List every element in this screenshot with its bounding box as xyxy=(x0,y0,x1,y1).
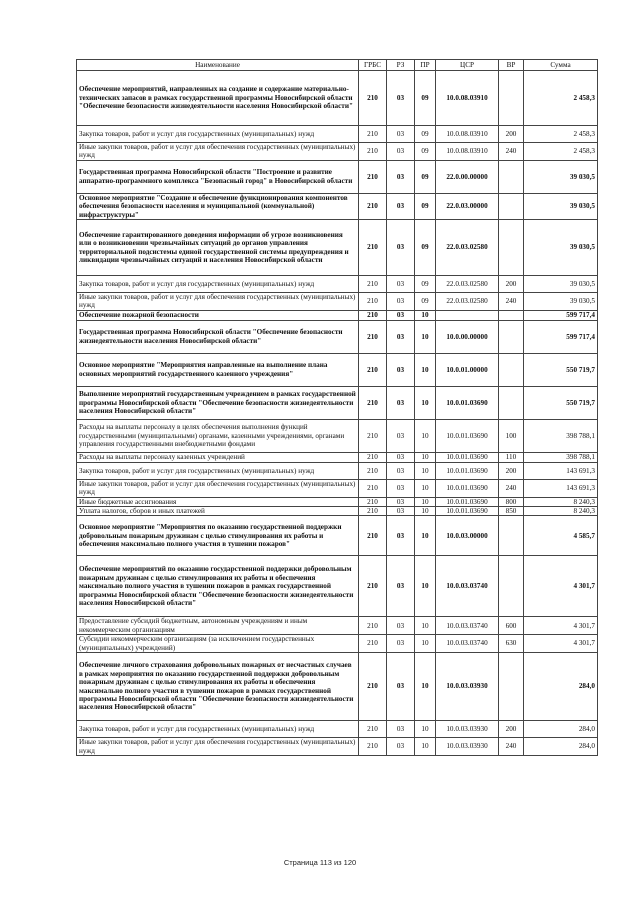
row-vr: 200 xyxy=(499,462,524,479)
row-sum: 39 030,5 xyxy=(524,276,598,293)
row-pr: 10 xyxy=(415,556,436,617)
row-sum: 39 030,5 xyxy=(524,160,598,193)
row-vr xyxy=(499,386,524,419)
row-pr: 10 xyxy=(415,738,436,756)
row-csr: 10.0.03.00000 xyxy=(436,516,499,556)
row-name: Обеспечение пожарной безопасности xyxy=(77,310,359,320)
row-rz: 03 xyxy=(387,320,415,353)
row-grbs: 210 xyxy=(359,617,387,635)
row-name: Государственная программа Новосибирской области "Обеспечение безопасности жизнедеятельности населения Новосибирской области" xyxy=(77,320,359,353)
row-rz: 03 xyxy=(387,386,415,419)
row-sum: 39 030,5 xyxy=(524,193,598,219)
table-row xyxy=(77,497,598,506)
row-grbs: 210 xyxy=(359,386,387,419)
row-pr: 10 xyxy=(415,320,436,353)
table-row xyxy=(77,293,598,311)
col-header-name: Наименование xyxy=(77,60,359,71)
row-name: Обеспечение мероприятий по оказанию государственной поддержки добровольным пожарным дружинам с целью стимулирования их работы и обеспечения максимально полного участия в тушении пожаров в рамках государственной программы Новосибирской области "Обеспечение безопасности жизнедеятельности населения Новосибирской области" xyxy=(77,556,359,617)
row-pr: 10 xyxy=(415,479,436,497)
row-csr: 22.0.00.00000 xyxy=(436,160,499,193)
row-grbs: 210 xyxy=(359,353,387,386)
row-sum: 2 458,3 xyxy=(524,143,598,161)
row-pr: 09 xyxy=(415,193,436,219)
row-csr: 10.0.01.03690 xyxy=(436,497,499,506)
row-sum: 599 717,4 xyxy=(524,320,598,353)
row-name: Расходы на выплаты персоналу в целях обеспечения выполнения функций государственными (муниципальными) органами, казенными учреждениями, органами управления государственными внебюджетными фондами xyxy=(77,419,359,452)
row-pr: 10 xyxy=(415,310,436,320)
row-vr: 800 xyxy=(499,497,524,506)
row-name: Иные закупки товаров, работ и услуг для обеспечения государственных (муниципальных) нужд xyxy=(77,738,359,756)
row-grbs: 210 xyxy=(359,126,387,143)
row-rz: 03 xyxy=(387,479,415,497)
row-grbs: 210 xyxy=(359,635,387,653)
col-header-grbs: ГРБС xyxy=(359,60,387,71)
table-row xyxy=(77,419,598,452)
row-sum: 39 030,5 xyxy=(524,293,598,311)
row-name: Закупка товаров, работ и услуг для государственных (муниципальных) нужд xyxy=(77,462,359,479)
row-vr xyxy=(499,320,524,353)
row-csr: 10.0.08.03910 xyxy=(436,143,499,161)
col-header-csr: ЦСР xyxy=(436,60,499,71)
row-sum: 550 719,7 xyxy=(524,353,598,386)
row-name: Уплата налогов, сборов и иных платежей xyxy=(77,507,359,516)
row-grbs: 210 xyxy=(359,479,387,497)
row-csr: 22.0.03.02580 xyxy=(436,293,499,311)
row-grbs: 210 xyxy=(359,462,387,479)
row-pr: 10 xyxy=(415,462,436,479)
row-pr: 10 xyxy=(415,516,436,556)
row-csr: 10.0.01.03690 xyxy=(436,386,499,419)
row-rz: 03 xyxy=(387,276,415,293)
row-name: Предоставление субсидий бюджетным, автономным учреждениям и иным некоммерческим организациям xyxy=(77,617,359,635)
row-vr: 200 xyxy=(499,126,524,143)
row-rz: 03 xyxy=(387,193,415,219)
row-csr: 10.0.08.03910 xyxy=(436,71,499,126)
row-vr: 240 xyxy=(499,143,524,161)
row-rz: 03 xyxy=(387,507,415,516)
row-pr: 09 xyxy=(415,276,436,293)
row-csr: 10.0.03.03740 xyxy=(436,635,499,653)
row-csr: 10.0.01.03690 xyxy=(436,419,499,452)
row-grbs: 210 xyxy=(359,143,387,161)
row-csr: 10.0.03.03930 xyxy=(436,653,499,721)
row-pr: 10 xyxy=(415,635,436,653)
row-name: Государственная программа Новосибирской области "Построение и развитие аппаратно-программного комплекса "Безопасный город" в Новосибирской области xyxy=(77,160,359,193)
row-pr: 10 xyxy=(415,386,436,419)
row-name: Иные бюджетные ассигнования xyxy=(77,497,359,506)
row-sum: 39 030,5 xyxy=(524,220,598,276)
row-vr xyxy=(499,193,524,219)
row-grbs: 210 xyxy=(359,653,387,721)
row-csr xyxy=(436,310,499,320)
table-row xyxy=(77,516,598,556)
row-vr: 850 xyxy=(499,507,524,516)
table-row xyxy=(77,193,598,219)
row-grbs: 210 xyxy=(359,320,387,353)
row-rz: 03 xyxy=(387,126,415,143)
row-rz: 03 xyxy=(387,462,415,479)
row-vr: 240 xyxy=(499,738,524,756)
row-rz: 03 xyxy=(387,353,415,386)
row-vr: 630 xyxy=(499,635,524,653)
row-grbs: 210 xyxy=(359,220,387,276)
row-pr: 10 xyxy=(415,617,436,635)
table-row xyxy=(77,320,598,353)
row-name: Закупка товаров, работ и услуг для государственных (муниципальных) нужд xyxy=(77,721,359,738)
row-pr: 09 xyxy=(415,143,436,161)
row-rz: 03 xyxy=(387,452,415,462)
row-sum: 284,0 xyxy=(524,721,598,738)
table-row xyxy=(77,143,598,161)
row-grbs: 210 xyxy=(359,507,387,516)
row-sum: 4 301,7 xyxy=(524,617,598,635)
row-csr: 10.0.01.03690 xyxy=(436,462,499,479)
row-name: Обеспечение мероприятий, направленных на создание и содержание материально-технических запасов в рамках государственной программы Новосибирской области "Обеспечение безопасности жизнедеятельности населения Новосибирской области" xyxy=(77,71,359,126)
row-vr: 110 xyxy=(499,452,524,462)
row-rz: 03 xyxy=(387,617,415,635)
row-grbs: 210 xyxy=(359,497,387,506)
row-name: Выполнение мероприятий государственным учреждением в рамках государственной программы Новосибирской области "Обеспечение безопасности жизнедеятельности населения Новосибирской области" xyxy=(77,386,359,419)
row-rz: 03 xyxy=(387,635,415,653)
row-sum: 284,0 xyxy=(524,653,598,721)
budget-document xyxy=(76,59,597,756)
row-grbs: 210 xyxy=(359,310,387,320)
row-name: Иные закупки товаров, работ и услуг для обеспечения государственных (муниципальных) нужд xyxy=(77,479,359,497)
col-header-vr: ВР xyxy=(499,60,524,71)
table-row xyxy=(77,353,598,386)
row-vr: 200 xyxy=(499,721,524,738)
row-sum: 284,0 xyxy=(524,738,598,756)
row-grbs: 210 xyxy=(359,193,387,219)
row-grbs: 210 xyxy=(359,721,387,738)
row-csr: 22.0.03.00000 xyxy=(436,193,499,219)
row-sum: 8 240,3 xyxy=(524,507,598,516)
row-grbs: 210 xyxy=(359,556,387,617)
table-row xyxy=(77,721,598,738)
table-row xyxy=(77,507,598,516)
table-row xyxy=(77,71,598,126)
row-vr xyxy=(499,353,524,386)
row-pr: 10 xyxy=(415,497,436,506)
row-name: Закупка товаров, работ и услуг для государственных (муниципальных) нужд xyxy=(77,276,359,293)
row-vr xyxy=(499,516,524,556)
table-row xyxy=(77,452,598,462)
row-grbs: 210 xyxy=(359,71,387,126)
row-rz: 03 xyxy=(387,497,415,506)
table-row xyxy=(77,635,598,653)
row-csr: 22.0.03.02580 xyxy=(436,276,499,293)
row-csr: 10.0.01.03690 xyxy=(436,479,499,497)
row-pr: 10 xyxy=(415,507,436,516)
row-sum: 398 788,1 xyxy=(524,452,598,462)
row-rz: 03 xyxy=(387,516,415,556)
row-vr xyxy=(499,71,524,126)
table-row xyxy=(77,276,598,293)
row-pr: 09 xyxy=(415,126,436,143)
row-pr: 10 xyxy=(415,452,436,462)
row-pr: 10 xyxy=(415,419,436,452)
row-rz: 03 xyxy=(387,143,415,161)
row-name: Основное мероприятие "Мероприятия направленные на выполнение плана основных мероприятий государственного казенного учреждения" xyxy=(77,353,359,386)
row-grbs: 210 xyxy=(359,738,387,756)
page-footer: Страница 113 из 120 xyxy=(283,858,357,867)
table-header-row xyxy=(77,60,598,71)
row-csr: 10.0.03.03740 xyxy=(436,556,499,617)
row-grbs: 210 xyxy=(359,516,387,556)
row-vr xyxy=(499,653,524,721)
row-grbs: 210 xyxy=(359,160,387,193)
table-row xyxy=(77,556,598,617)
row-vr xyxy=(499,160,524,193)
table-body xyxy=(77,71,598,756)
row-rz: 03 xyxy=(387,653,415,721)
row-pr: 09 xyxy=(415,160,436,193)
row-rz: 03 xyxy=(387,71,415,126)
table-row xyxy=(77,126,598,143)
col-header-sum: Сумма xyxy=(524,60,598,71)
row-vr xyxy=(499,556,524,617)
row-vr xyxy=(499,220,524,276)
table-row xyxy=(77,160,598,193)
row-name: Основное мероприятие "Создание и обеспечение функционирования компонентов обеспечения безопасности населения и муниципальной (коммунальной) инфраструктуры" xyxy=(77,193,359,219)
row-vr: 240 xyxy=(499,479,524,497)
row-vr: 600 xyxy=(499,617,524,635)
row-sum: 4 585,7 xyxy=(524,516,598,556)
row-sum: 2 458,3 xyxy=(524,71,598,126)
row-name: Расходы на выплаты персоналу казенных учреждений xyxy=(77,452,359,462)
row-sum: 143 691,3 xyxy=(524,479,598,497)
table-row xyxy=(77,653,598,721)
row-name: Обеспечение гарантированного доведения информации об угрозе возникновения или о возникновении чрезвычайных ситуаций до органов управления территориальной подсистемы единой государственной системы предупреждения и ликвидации чрезвычайных ситуаций и населения Новосибирской области xyxy=(77,220,359,276)
row-rz: 03 xyxy=(387,419,415,452)
row-rz: 03 xyxy=(387,556,415,617)
row-sum: 2 458,3 xyxy=(524,126,598,143)
row-pr: 09 xyxy=(415,293,436,311)
row-vr: 200 xyxy=(499,276,524,293)
row-rz: 03 xyxy=(387,738,415,756)
row-grbs: 210 xyxy=(359,293,387,311)
row-rz: 03 xyxy=(387,293,415,311)
table-row xyxy=(77,738,598,756)
table-row xyxy=(77,386,598,419)
table-row xyxy=(77,220,598,276)
row-pr: 10 xyxy=(415,721,436,738)
row-grbs: 210 xyxy=(359,452,387,462)
row-pr: 09 xyxy=(415,220,436,276)
row-rz: 03 xyxy=(387,721,415,738)
row-rz: 03 xyxy=(387,220,415,276)
table-row xyxy=(77,479,598,497)
row-sum: 599 717,4 xyxy=(524,310,598,320)
row-csr: 10.0.03.03740 xyxy=(436,617,499,635)
row-grbs: 210 xyxy=(359,276,387,293)
row-sum: 143 691,3 xyxy=(524,462,598,479)
row-name: Основное мероприятие "Мероприятия по оказанию государственной поддержки добровольным пожарным дружинам с целью стимулирования их работы и обеспечения максимально полного участия в тушении пожаров" xyxy=(77,516,359,556)
row-pr: 10 xyxy=(415,353,436,386)
row-vr: 240 xyxy=(499,293,524,311)
row-csr: 10.0.01.03690 xyxy=(436,507,499,516)
row-name: Закупка товаров, работ и услуг для государственных (муниципальных) нужд xyxy=(77,126,359,143)
row-sum: 4 301,7 xyxy=(524,635,598,653)
row-vr: 100 xyxy=(499,419,524,452)
row-name: Иные закупки товаров, работ и услуг для обеспечения государственных (муниципальных) нужд xyxy=(77,143,359,161)
col-header-pr: ПР xyxy=(415,60,436,71)
row-sum: 398 788,1 xyxy=(524,419,598,452)
row-pr: 09 xyxy=(415,71,436,126)
row-csr: 10.0.00.00000 xyxy=(436,320,499,353)
row-sum: 4 301,7 xyxy=(524,556,598,617)
row-name: Субсидии некоммерческим организациям (за исключением государственных (муниципальных) учреждений) xyxy=(77,635,359,653)
budget-table xyxy=(76,59,598,756)
row-grbs: 210 xyxy=(359,419,387,452)
col-header-rz: РЗ xyxy=(387,60,415,71)
row-csr: 10.0.08.03910 xyxy=(436,126,499,143)
row-name: Обеспечение личного страхования добровольных пожарных от несчастных случаев в рамках мероприятия по оказанию государственной поддержки добровольным пожарным дружинам с целью стимулирования их работы и обеспечения максимально полного участия в тушении пожаров в рамках государственной программы Новосибирской области "Обеспечение безопасности жизнедеятельности населения Новосибирской области" xyxy=(77,653,359,721)
row-csr: 10.0.03.03930 xyxy=(436,738,499,756)
table-row xyxy=(77,617,598,635)
row-sum: 550 719,7 xyxy=(524,386,598,419)
row-name: Иные закупки товаров, работ и услуг для обеспечения государственных (муниципальных) нужд xyxy=(77,293,359,311)
row-csr: 22.0.03.02580 xyxy=(436,220,499,276)
row-pr: 10 xyxy=(415,653,436,721)
row-vr xyxy=(499,310,524,320)
table-row xyxy=(77,310,598,320)
row-sum: 8 240,3 xyxy=(524,497,598,506)
row-rz: 03 xyxy=(387,160,415,193)
row-csr: 10.0.01.00000 xyxy=(436,353,499,386)
table-row xyxy=(77,462,598,479)
row-rz: 03 xyxy=(387,310,415,320)
row-csr: 10.0.03.03930 xyxy=(436,721,499,738)
row-csr: 10.0.01.03690 xyxy=(436,452,499,462)
